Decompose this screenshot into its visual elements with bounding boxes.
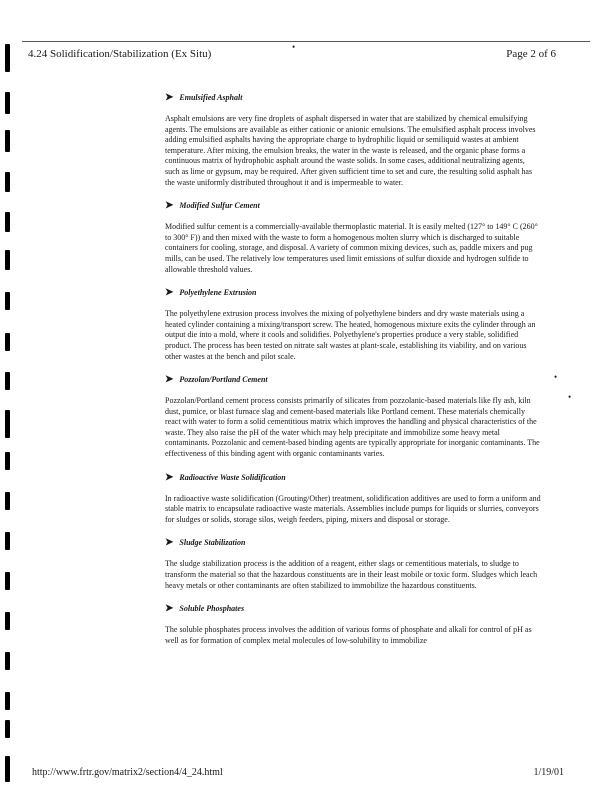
binding-mark [5, 250, 10, 270]
arrow-bullet-icon: ➤ [165, 537, 174, 549]
binding-mark [5, 652, 10, 670]
section-emulsified-asphalt [165, 92, 541, 188]
section-heading-text: Polyethylene Extrusion [179, 288, 257, 298]
section-heading [165, 537, 541, 548]
section-heading-text: Modified Sulfur Cement [179, 201, 260, 211]
binding-mark [5, 172, 10, 192]
arrow-bullet-icon: ➤ [165, 200, 174, 212]
section-paragraph: Modified sulfur cement is a commercially-available thermoplastic material. It is easily melted (127° to 149° C (260° to 300° F)) and then mixed with the waste to form a homogenous molten slurry which is discharged to suitable containers for cooling, storage, and disposal. A variety of common mixing devices, such as, paddle mixers and pug mills, can be used. The relatively low temperatures used limit emissions of sulfur dioxide and hydrogen sulfide to allowable threshold values. [165, 222, 538, 274]
section-heading-text: Soluble Phosphates [179, 604, 245, 614]
document-body [165, 92, 541, 658]
section-heading-text: Emulsified Asphalt [179, 93, 243, 102]
section-soluble-phosphates [165, 603, 541, 646]
print-date: 1/19/01 [533, 767, 564, 778]
binding-mark [5, 532, 10, 550]
section-heading [165, 287, 541, 298]
speck: • [292, 42, 296, 52]
binding-mark [5, 92, 10, 114]
binding-mark [5, 44, 10, 72]
binding-mark [5, 130, 10, 152]
section-polyethylene-extrusion [165, 287, 541, 362]
section-sludge-stabilization [165, 537, 541, 591]
section-paragraph: The polyethylene extrusion process involves the mixing of polyethylene binders and dry waste materials using a heated cylinder containing a mixing/transport screw. The heated, homogenous mixture exits the cylinder through an output die into a mold, where it cools and solidifies. Polyethylene's properties produce a very stable, solidified product. The process has been tested on nitrate salt wastes at plant-scale, establishing its viability, and on various other wastes at the bench and pilot scale. [165, 309, 536, 361]
section-heading [165, 603, 541, 614]
arrow-bullet-icon: ➤ [165, 374, 174, 386]
document-title: 4.24 Solidification/Stabilization (Ex Situ) [28, 48, 212, 60]
section-modified-sulfur-cement [165, 200, 541, 275]
page-number: Page 2 of 6 [506, 48, 556, 60]
binding-mark [5, 612, 10, 630]
arrow-bullet-icon: ➤ [165, 603, 174, 615]
section-heading-text: Radioactive Waste Solidification [179, 472, 286, 482]
header-rule [22, 41, 590, 42]
speck: • [554, 372, 558, 382]
binding-mark [5, 692, 10, 710]
binding-mark [5, 452, 10, 470]
binding-mark [5, 492, 10, 510]
binding-mark [5, 410, 10, 438]
section-paragraph: In radioactive waste solidification (Grouting/Other) treatment, solidification additives are used to form a uniform and stable matrix to encapsulate radioactive waste materials. Assemblies include pumps for liquids or slurries, conveyors for sludges or solids, storage silos, weigh feeders, piping, mixers and disposal or storage. [165, 493, 541, 524]
speck: • [568, 392, 572, 402]
binding-mark [5, 333, 10, 351]
section-heading [165, 472, 541, 483]
section-paragraph: Pozzolan/Portland cement process consists primarily of silicates from pozzolanic-based materials like fly ash, kiln dust, pumice, or blast furnace slag and cement-based materials like Portland cement. These materials chemically react with water to form a solid cementitious matrix which improves the handling and physical characteristics of the waste. They also raise the pH of the water which may help precipitate and immobilize some heavy metal contaminants. Pozzolanic and cement-based binding agents are typically appropriate for inorganic contaminants. The effectiveness of this binding agent with organic contaminants varies. [165, 396, 540, 459]
arrow-bullet-icon: ➤ [165, 287, 174, 299]
binding-mark [5, 372, 10, 390]
section-pozzolan-portland-cement [165, 374, 541, 460]
section-paragraph: Asphalt emulsions are very fine droplets of asphalt dispersed in water that are stabilized by chemical emulsifying agents. The emulsions are available as either cationic or anionic emulsions. The emulsified asphalt process involves adding emulsified asphalts having the appropriate charge to hydrophilic liquid or semiliquid wastes at ambient temperature. After mixing, the emulsion breaks, the water in the waste is released, and the organic phase forms a continuous matrix of hydrophobic asphalt around the waste solids. In some cases, additional neutralizing agents, such as lime or gypsum, may be required. After given sufficient time to set and cure, the resulting solid asphalt has the waste uniformly distributed throughout it and is impermeable to water. [165, 114, 536, 187]
section-heading [165, 200, 541, 211]
section-heading-text: Pozzolan/Portland Cement [179, 375, 268, 385]
binding-mark [5, 572, 10, 590]
binding-mark [5, 292, 10, 310]
section-heading-text: Sludge Stabilization [179, 538, 246, 548]
arrow-bullet-icon: ➤ [165, 92, 174, 103]
source-url: http://www.frtr.gov/matrix2/section4/4_24.html [32, 767, 223, 778]
section-paragraph: The soluble phosphates process involves the addition of various forms of phosphate and alkali for control of pH as well as for formation of complex metal molecules of low-solubility to immobilize [165, 625, 532, 645]
binding-mark [5, 212, 10, 232]
binding-mark [5, 756, 10, 782]
section-radioactive-waste-solidification [165, 472, 541, 526]
binding-mark [5, 720, 10, 738]
arrow-bullet-icon: ➤ [165, 471, 174, 483]
section-paragraph: The sludge stabilization process is the addition of a reagent, either slags or cementitious materials, to sludge to transform the material so that the hazardous constituents are in their least mobile or toxic form. Sludges which leach heavy metals or other contaminants are often stabilized to immobilize the hazardous constituents. [165, 559, 538, 590]
section-heading [165, 92, 541, 103]
section-heading [165, 374, 541, 385]
